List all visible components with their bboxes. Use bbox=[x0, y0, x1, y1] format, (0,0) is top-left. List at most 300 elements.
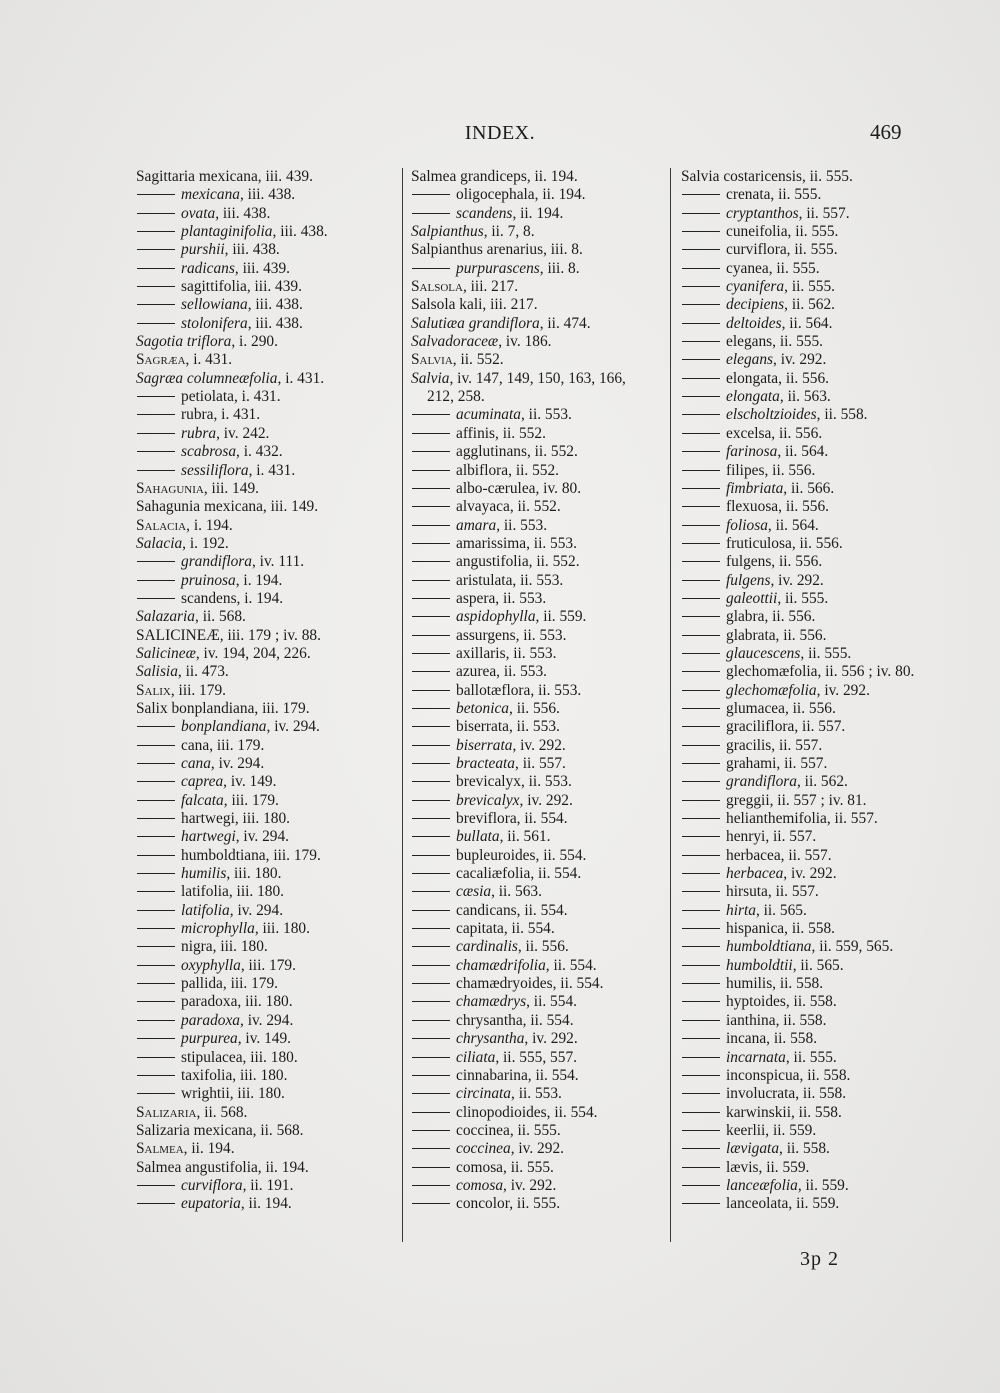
entry-term: capitata, ii. 554. bbox=[456, 920, 555, 938]
index-entry bbox=[136, 296, 391, 314]
entry-term: candicans, ii. 554. bbox=[456, 901, 568, 919]
entry-term: Salizaria mexicana, ii. 568. bbox=[136, 1121, 304, 1139]
entry-term: taxifolia, iii. 180. bbox=[181, 1066, 288, 1084]
entry-term: axillaris, ii. 553. bbox=[456, 644, 557, 662]
entry-reference: , ii. 559. bbox=[535, 608, 587, 626]
index-entry bbox=[136, 553, 391, 571]
ditto-dash bbox=[412, 616, 450, 617]
ditto-dash bbox=[682, 891, 720, 892]
entry-term: albo-cærulea, iv. 80. bbox=[456, 479, 582, 497]
index-entry bbox=[681, 168, 941, 186]
index-entry bbox=[681, 627, 941, 645]
entry-term: foliosa bbox=[726, 516, 768, 534]
entry-reference: , ii. 474. bbox=[539, 314, 591, 332]
entry-term: humilis bbox=[181, 865, 227, 883]
entry-reference: , iv. 111. bbox=[251, 553, 305, 571]
entry-reference: , ii. 568. bbox=[196, 1103, 248, 1121]
index-entry bbox=[411, 351, 656, 369]
ditto-dash bbox=[137, 451, 175, 452]
entry-term: humboldtiana, iii. 179. bbox=[181, 846, 321, 864]
entry-reference: , iii. 179. bbox=[240, 956, 296, 974]
index-entry bbox=[681, 1012, 941, 1030]
entry-reference: , iii. 8. bbox=[539, 259, 580, 277]
index-entry bbox=[681, 351, 941, 369]
ditto-dash bbox=[412, 525, 450, 526]
entry-term: graciliflora, ii. 557. bbox=[726, 718, 846, 736]
index-entry bbox=[411, 645, 656, 663]
entry-term: helianthemifolia, ii. 557. bbox=[726, 810, 878, 828]
index-entry bbox=[136, 590, 391, 608]
ditto-dash bbox=[682, 323, 720, 324]
index-entry bbox=[681, 737, 941, 755]
index-entry bbox=[681, 847, 941, 865]
ditto-dash bbox=[137, 1075, 175, 1076]
ditto-dash bbox=[137, 781, 175, 782]
entry-term: glaucescens bbox=[726, 644, 801, 662]
ditto-dash bbox=[412, 1057, 450, 1058]
entry-term: glabrata, ii. 556. bbox=[726, 626, 827, 644]
index-column-1 bbox=[136, 168, 391, 1214]
index-entry bbox=[411, 1012, 656, 1030]
ditto-dash bbox=[682, 653, 720, 654]
entry-term: bullata bbox=[456, 828, 500, 846]
entry-reference: , iv. 292. bbox=[512, 736, 566, 754]
index-entry bbox=[136, 315, 391, 333]
ditto-dash bbox=[682, 855, 720, 856]
index-entry bbox=[681, 645, 941, 663]
index-entry bbox=[411, 902, 656, 920]
index-entry bbox=[411, 406, 656, 424]
ditto-dash bbox=[682, 378, 720, 379]
index-entry bbox=[136, 241, 391, 259]
entry-term: glechomæfolia bbox=[726, 681, 817, 699]
entry-term: galeottii bbox=[726, 589, 778, 607]
entry-term: assurgens, ii. 553. bbox=[456, 626, 567, 644]
ditto-dash bbox=[412, 653, 450, 654]
index-entry bbox=[136, 883, 391, 901]
ditto-dash bbox=[682, 525, 720, 526]
entry-term: Salpianthus bbox=[411, 223, 484, 241]
entry-term: Salvia bbox=[411, 351, 453, 369]
entry-term: cardinalis bbox=[456, 938, 518, 956]
entry-term: latifolia bbox=[181, 901, 230, 919]
ditto-dash bbox=[412, 543, 450, 544]
entry-term: ballotæflora, ii. 553. bbox=[456, 681, 582, 699]
ditto-dash bbox=[137, 855, 175, 856]
entry-term: Salmea grandiceps, ii. 194. bbox=[411, 168, 578, 185]
entry-term: biserrata, ii. 553. bbox=[456, 718, 560, 736]
index-entry bbox=[411, 1030, 656, 1048]
ditto-dash bbox=[682, 194, 720, 195]
index-entry bbox=[411, 333, 656, 351]
entry-reference: , iv. 194, 204, 226. bbox=[195, 644, 311, 662]
entry-reference: , ii. 562. bbox=[784, 296, 836, 314]
ditto-dash bbox=[412, 690, 450, 691]
ditto-dash bbox=[137, 194, 175, 195]
ditto-dash bbox=[137, 891, 175, 892]
entry-term: rubra bbox=[181, 424, 217, 442]
index-entry bbox=[681, 682, 941, 700]
entry-term: scabrosa bbox=[181, 443, 237, 461]
entry-term: bupleuroides, ii. 554. bbox=[456, 846, 587, 864]
ditto-dash bbox=[682, 470, 720, 471]
ditto-dash bbox=[412, 1075, 450, 1076]
entry-term: fulgens bbox=[726, 571, 771, 589]
entry-term: elegans bbox=[726, 351, 774, 369]
entry-reference: , ii. 559, 565. bbox=[811, 938, 894, 956]
entry-term: aspidophylla bbox=[456, 608, 536, 626]
index-entry bbox=[681, 755, 941, 773]
index-entry bbox=[136, 718, 391, 736]
entry-term: glumacea, ii. 556. bbox=[726, 699, 836, 717]
ditto-dash bbox=[137, 818, 175, 819]
index-entry bbox=[681, 957, 941, 975]
entry-reference: , ii. 191. bbox=[242, 1176, 294, 1194]
entry-term: Salacia bbox=[136, 516, 187, 534]
ditto-dash bbox=[137, 800, 175, 801]
ditto-dash bbox=[682, 433, 720, 434]
ditto-dash bbox=[682, 1203, 720, 1204]
ditto-dash bbox=[682, 946, 720, 947]
ditto-dash bbox=[412, 1167, 450, 1168]
index-entry bbox=[411, 517, 656, 535]
index-entry bbox=[411, 241, 656, 259]
index-entry bbox=[411, 370, 656, 388]
entry-reference: , ii. 555. bbox=[777, 589, 829, 607]
entry-term: aristulata, ii. 553. bbox=[456, 571, 564, 589]
ditto-dash bbox=[137, 1057, 175, 1058]
entry-term: azurea, ii. 553. bbox=[456, 663, 548, 681]
index-entry bbox=[411, 1049, 656, 1067]
entry-term: ovata bbox=[181, 204, 216, 222]
index-entry bbox=[681, 315, 941, 333]
index-entry bbox=[136, 425, 391, 443]
ditto-dash bbox=[137, 983, 175, 984]
index-entry bbox=[411, 1085, 656, 1103]
entry-reference: , i. 194. bbox=[186, 516, 233, 534]
entry-term: paradoxa, iii. 180. bbox=[181, 993, 293, 1011]
entry-term: alvayaca, ii. 552. bbox=[456, 498, 561, 516]
entry-term: Salvia costaricensis, ii. 555. bbox=[681, 168, 853, 185]
entry-term: cryptanthos bbox=[726, 204, 799, 222]
ditto-dash bbox=[682, 341, 720, 342]
ditto-dash bbox=[682, 763, 720, 764]
entry-term: elongata, ii. 556. bbox=[726, 369, 830, 387]
entry-term: keerlii, ii. 559. bbox=[726, 1121, 817, 1139]
entry-term: humilis, ii. 558. bbox=[726, 975, 824, 993]
ditto-dash bbox=[137, 910, 175, 911]
index-entry bbox=[411, 1104, 656, 1122]
column-divider bbox=[402, 168, 403, 1242]
ditto-dash bbox=[137, 1203, 175, 1204]
entry-reference: , iv. 186. bbox=[498, 333, 552, 351]
index-entry bbox=[411, 938, 656, 956]
column-divider bbox=[670, 168, 671, 1242]
entry-term: oxyphylla bbox=[181, 956, 241, 974]
entry-term: Salmea bbox=[136, 1140, 184, 1158]
ditto-dash bbox=[137, 231, 175, 232]
index-entry bbox=[136, 902, 391, 920]
entry-term: sellowiana bbox=[181, 296, 248, 314]
index-entry bbox=[411, 755, 656, 773]
entry-term: fimbriata bbox=[726, 479, 784, 497]
index-entry bbox=[136, 608, 391, 626]
entry-reference: , ii. 553. bbox=[520, 406, 572, 424]
entry-term: Sagræa bbox=[136, 351, 186, 369]
entry-term: amarissima, ii. 553. bbox=[456, 534, 577, 552]
ditto-dash bbox=[137, 1185, 175, 1186]
ditto-dash bbox=[412, 194, 450, 195]
entry-term: breviflora, ii. 554. bbox=[456, 810, 568, 828]
entry-reference: , iii. 438. bbox=[239, 186, 296, 204]
entry-reference: , iii. 439. bbox=[234, 259, 291, 277]
index-entry bbox=[681, 792, 941, 810]
index-entry bbox=[681, 1177, 941, 1195]
entry-term: aspera, ii. 553. bbox=[456, 589, 547, 607]
index-entry bbox=[411, 462, 656, 480]
entry-reference: , ii. 554. bbox=[545, 956, 597, 974]
index-entry bbox=[411, 957, 656, 975]
ditto-dash bbox=[682, 1148, 720, 1149]
index-entry bbox=[411, 975, 656, 993]
index-entry bbox=[136, 1030, 391, 1048]
entry-reference: , ii. 553. bbox=[511, 1085, 562, 1103]
entry-term: greggii, ii. 557 ; iv. 81. bbox=[726, 791, 867, 809]
entry-term: bracteata bbox=[456, 755, 515, 772]
ditto-dash bbox=[137, 965, 175, 966]
entry-term: fruticulosa, ii. 556. bbox=[726, 534, 843, 552]
entry-term: radicans bbox=[181, 259, 235, 277]
entry-reference: , iv. 149. bbox=[223, 773, 277, 791]
index-entry bbox=[411, 1195, 656, 1213]
index-entry bbox=[136, 260, 391, 278]
entry-reference: , ii. 194. bbox=[512, 204, 564, 222]
entry-reference: , iv. 294. bbox=[266, 718, 320, 736]
index-entry bbox=[681, 975, 941, 993]
ditto-dash bbox=[682, 249, 720, 250]
entry-term: henryi, ii. 557. bbox=[726, 828, 817, 846]
index-entry bbox=[681, 498, 941, 516]
ditto-dash bbox=[682, 745, 720, 746]
entry-reference: , ii. 557. bbox=[515, 755, 566, 772]
entry-term: hartwegi, iii. 180. bbox=[181, 810, 290, 828]
index-entry bbox=[136, 645, 391, 663]
index-entry bbox=[136, 351, 391, 369]
index-entry bbox=[681, 370, 941, 388]
ditto-dash bbox=[412, 1112, 450, 1113]
index-entry bbox=[681, 718, 941, 736]
index-entry bbox=[136, 443, 391, 461]
ditto-dash bbox=[412, 1203, 450, 1204]
ditto-dash bbox=[682, 231, 720, 232]
entry-term: decipiens bbox=[726, 296, 785, 314]
index-entry bbox=[136, 865, 391, 883]
entry-term: affinis, ii. 552. bbox=[456, 424, 546, 442]
index-entry bbox=[411, 737, 656, 755]
index-entry bbox=[681, 1104, 941, 1122]
index-column-2 bbox=[411, 168, 656, 1214]
ditto-dash bbox=[682, 781, 720, 782]
entry-term: purpurea bbox=[181, 1030, 238, 1048]
entry-term: cinnabarina, ii. 554. bbox=[456, 1066, 579, 1084]
index-entry bbox=[136, 1067, 391, 1085]
index-entry bbox=[681, 810, 941, 828]
ditto-dash bbox=[137, 598, 175, 599]
entry-term: Salazaria bbox=[136, 608, 196, 626]
ditto-dash bbox=[682, 873, 720, 874]
entry-reference: , iii. 438. bbox=[224, 241, 280, 259]
index-entry bbox=[411, 498, 656, 516]
entry-reference: , i. 431. bbox=[185, 351, 233, 369]
entry-term: brevicalyx, ii. 553. bbox=[456, 773, 572, 791]
entry-term: 212, 258. bbox=[427, 388, 485, 406]
entry-term: biserrata bbox=[456, 736, 513, 754]
index-entry bbox=[411, 1159, 656, 1177]
entry-term: petiolata, i. 431. bbox=[181, 388, 281, 406]
ditto-dash bbox=[682, 983, 720, 984]
ditto-dash bbox=[682, 928, 720, 929]
entry-term: circinata bbox=[456, 1085, 511, 1103]
index-entry bbox=[681, 517, 941, 535]
entry-reference: , ii. 555, 557. bbox=[495, 1048, 577, 1066]
entry-term: hartwegi bbox=[181, 828, 236, 846]
entry-term: elongata bbox=[726, 388, 780, 406]
entry-term: agglutinans, ii. 552. bbox=[456, 443, 578, 461]
index-entry bbox=[411, 608, 656, 626]
ditto-dash bbox=[682, 690, 720, 691]
index-entry bbox=[136, 388, 391, 406]
entry-term: Salvadoraceæ bbox=[411, 333, 499, 351]
page-number: 469 bbox=[870, 120, 902, 144]
entry-reference: , ii. 564. bbox=[777, 443, 829, 461]
index-entry bbox=[681, 260, 941, 278]
entry-term: elscholtzioides bbox=[726, 406, 817, 424]
index-entry bbox=[681, 462, 941, 480]
ditto-dash bbox=[137, 213, 175, 214]
entry-term: cyanifera bbox=[726, 278, 785, 296]
entry-reference: , ii. 194. bbox=[183, 1140, 235, 1158]
ditto-dash bbox=[682, 286, 720, 287]
entry-reference: , iii. 438. bbox=[247, 296, 303, 314]
index-entry bbox=[411, 792, 656, 810]
entry-term: chamædrifolia bbox=[456, 956, 546, 974]
signature-mark: 3p 2 bbox=[800, 1248, 839, 1270]
entry-term: Salvia bbox=[411, 369, 450, 387]
entry-term: sessiliflora bbox=[181, 461, 249, 479]
ditto-dash bbox=[137, 249, 175, 250]
ditto-dash bbox=[412, 506, 450, 507]
entry-reference: , iv. 147, 149, 150, 163, 166, bbox=[449, 369, 626, 387]
entry-term: flexuosa, ii. 556. bbox=[726, 498, 830, 516]
entry-term: bonplandiana bbox=[181, 718, 267, 736]
entry-term: Sahagunia bbox=[136, 479, 204, 497]
entry-term: hispanica, ii. 558. bbox=[726, 920, 835, 938]
ditto-dash bbox=[412, 1148, 450, 1149]
ditto-dash bbox=[682, 726, 720, 727]
index-entry bbox=[136, 278, 391, 296]
index-entry bbox=[681, 1195, 941, 1213]
entry-reference: , i. 290. bbox=[231, 333, 278, 351]
entry-reference: , ii. 561. bbox=[499, 828, 551, 846]
ditto-dash bbox=[137, 414, 175, 415]
entry-term: cyanea, ii. 555. bbox=[726, 259, 820, 277]
index-entry bbox=[136, 1122, 391, 1140]
index-entry bbox=[681, 865, 941, 883]
page-header-title: INDEX. bbox=[464, 122, 536, 144]
entry-term: albiflora, ii. 552. bbox=[456, 461, 560, 479]
index-entry bbox=[136, 663, 391, 681]
index-entry bbox=[681, 590, 941, 608]
entry-term: Salmea angustifolia, ii. 194. bbox=[136, 1158, 309, 1176]
index-entry bbox=[136, 1159, 391, 1177]
index-entry bbox=[681, 443, 941, 461]
entry-reference: , iv. 149. bbox=[237, 1030, 292, 1048]
entry-reference: , iv. 294. bbox=[235, 828, 290, 846]
index-entry bbox=[136, 938, 391, 956]
index-entry bbox=[681, 663, 941, 681]
ditto-dash bbox=[137, 745, 175, 746]
entry-term: humboldtii bbox=[726, 956, 793, 974]
index-entry bbox=[681, 883, 941, 901]
entry-term: paradoxa bbox=[181, 1011, 240, 1029]
entry-reference: , iv. 292. bbox=[783, 865, 837, 883]
ditto-dash bbox=[412, 268, 450, 269]
entry-term: pruinosa bbox=[181, 571, 236, 589]
entry-term: cacaliæfolia, ii. 554. bbox=[456, 865, 582, 883]
ditto-dash bbox=[412, 781, 450, 782]
index-entry bbox=[136, 462, 391, 480]
index-entry bbox=[681, 205, 941, 223]
index-entry bbox=[411, 205, 656, 223]
entry-reference: , i. 192. bbox=[182, 534, 229, 552]
index-entry bbox=[411, 388, 656, 406]
index-entry bbox=[411, 480, 656, 498]
entry-term: herbacea bbox=[726, 865, 784, 883]
ditto-dash bbox=[682, 1038, 720, 1039]
ditto-dash bbox=[682, 836, 720, 837]
index-entry bbox=[411, 443, 656, 461]
index-entry bbox=[136, 205, 391, 223]
ditto-dash bbox=[412, 671, 450, 672]
index-entry bbox=[411, 1122, 656, 1140]
entry-reference: , ii. 554. bbox=[526, 993, 577, 1011]
entry-reference: , ii. 566. bbox=[783, 479, 835, 497]
entry-term: herbacea, ii. 557. bbox=[726, 846, 832, 864]
ditto-dash bbox=[682, 616, 720, 617]
ditto-dash bbox=[137, 1020, 175, 1021]
index-entry bbox=[411, 572, 656, 590]
entry-reference: , iv. 292. bbox=[773, 351, 827, 369]
index-entry bbox=[136, 480, 391, 498]
entry-reference: , iv. 294. bbox=[240, 1011, 294, 1029]
index-entry bbox=[136, 1104, 391, 1122]
ditto-dash bbox=[137, 873, 175, 874]
ditto-dash bbox=[137, 928, 175, 929]
index-entry bbox=[681, 480, 941, 498]
ditto-dash bbox=[412, 470, 450, 471]
index-entry bbox=[136, 498, 391, 516]
entry-term: lanceæfolia bbox=[726, 1176, 798, 1194]
ditto-dash bbox=[412, 983, 450, 984]
index-entry bbox=[411, 627, 656, 645]
index-entry bbox=[136, 1049, 391, 1067]
index-entry bbox=[411, 296, 656, 314]
index-entry bbox=[136, 1012, 391, 1030]
entry-term: Salsola bbox=[411, 278, 463, 296]
ditto-dash bbox=[682, 506, 720, 507]
entry-reference: , iv. 292. bbox=[519, 791, 573, 809]
index-entry bbox=[136, 700, 391, 718]
